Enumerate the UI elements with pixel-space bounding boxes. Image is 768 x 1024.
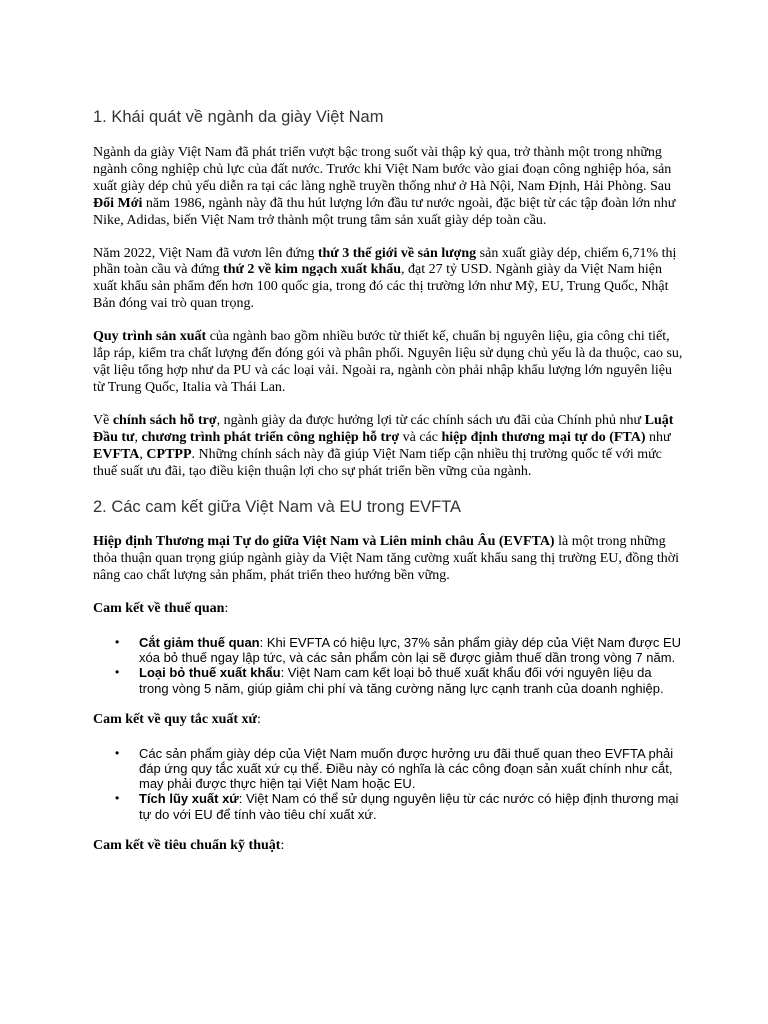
section-2-heading: 2. Các cam kết giữa Việt Nam và EU trong EVFTA: [93, 498, 462, 517]
tariff-commitment-heading: Cam kết về thuế quan:: [93, 601, 229, 617]
list-item: • Tích lũy xuất xứ: Việt Nam có thể sử dụng nguyên liệu từ các nước có hiệp định thương mại tự do với EU để tính vào tiêu chí xuất xứ.: [115, 791, 679, 822]
section-1-paragraph-3: Quy trình sản xuất của ngành bao gồm nhiều bước từ thiết kế, chuẩn bị nguyên liệu, gia công chi tiết, lắp ráp, kiểm tra chất lượng đến đóng gói và phân phối. Nguyên liệu sử dụng chủ yếu là da thuộc, cao su, vật liệu tổng hợp như da PU và các loại vải. Ngoài ra, ngành còn phải nhập khẩu lượng lớn nguyên liệu từ Trung Quốc, Italia và Thái Lan.: [93, 329, 683, 395]
bullet-icon: •: [115, 791, 120, 806]
origin-commitment-heading: Cam kết về quy tắc xuất xứ:: [93, 711, 261, 727]
section-2-paragraph-1: Hiệp định Thương mại Tự do giữa Việt Nam và Liên minh châu Âu (EVFTA) là một trong những thỏa thuận quan trọng giúp ngành giày da Việt Nam tăng cường xuất khẩu sang thị trường EU, đồng thời nâng cao chất lượng sản phẩm, phát triển theo hướng bền vững.: [93, 534, 680, 584]
section-1-paragraph-2: Năm 2022, Việt Nam đã vươn lên đứng thứ 3 thế giới về sản lượng sản xuất giày dép, chiếm 6,71% thị phần toàn cầu và đứng thứ 2 về kim ngạch xuất khẩu, đạt 27 tỷ USD. Ngành giày da Việt Nam hiện xuất khẩu sản phẩm đến hơn 100 quốc gia, trong đó các thị trường lớn như Mỹ, EU, Trung Quốc, Nhật Bản đóng vai trò quan trọng.: [93, 245, 677, 312]
list-item: • Cắt giảm thuế quan: Khi EVFTA có hiệu lực, 37% sản phẩm giày dép của Việt Nam được EU xóa bỏ thuế ngay lập tức, và các sản phẩm còn lại sẽ được giảm thuế dần trong vòng 7 năm.: [115, 635, 682, 666]
section-1-heading: 1. Khái quát về ngành da giày Việt Nam: [93, 108, 384, 126]
list-item: • Loại bỏ thuế xuất khẩu: Việt Nam cam kết loại bỏ thuế xuất khẩu đối với nguyên liệu da trong vòng 5 năm, giúp giảm chi phí và tăng cường năng lực cạnh tranh của doanh nghiệp.: [115, 665, 664, 696]
origin-list: [93, 746, 683, 822]
bullet-icon: •: [115, 745, 120, 760]
bullet-icon: •: [115, 635, 120, 650]
list-item: • Các sản phẩm giày dép của Việt Nam muốn được hưởng ưu đãi thuế quan theo EVFTA phải đáp ứng quy tắc xuất xứ cụ thể. Điều này có nghĩa là các công đoạn sản xuất chính như cắt, may phải được thực hiện tại Việt Nam hoặc EU.: [115, 745, 674, 792]
tariff-list: [93, 635, 683, 696]
bullet-icon: •: [115, 665, 120, 680]
document-page: [93, 106, 683, 872]
section-1-paragraph-1: Ngành da giày Việt Nam đã phát triển vượt bậc trong suốt vài thập kỷ qua, trở thành một trong những ngành công nghiệp chủ lực của đất nước. Trước khi Việt Nam bước vào giai đoạn công nghiệp hóa, sản xuất giày dép chủ yếu diễn ra tại các làng nghề truyền thống như ở Hà Nội, Nam Định, Hải Phòng. Sau Đổi Mới năm 1986, ngành này đã thu hút lượng lớn đầu tư nước ngoài, đặc biệt từ các tập đoàn lớn như Nike, Adidas, biến Việt Nam trở thành một trung tâm sản xuất giày dép toàn cầu.: [93, 145, 676, 228]
technical-standards-heading: Cam kết về tiêu chuẩn kỹ thuật:: [93, 837, 285, 853]
section-1-paragraph-4: Về chính sách hỗ trợ, ngành giày da được hưởng lợi từ các chính sách ưu đãi của Chính phủ như Luật Đầu tư, chương trình phát triển công nghiệp hỗ trợ và các hiệp định thương mại tự do (FTA) như EVFTA, CPTPP. Những chính sách này đã giúp Việt Nam tiếp cận nhiều thị trường quốc tế với mức thuế suất ưu đãi, tạo điều kiện thuận lợi cho sự phát triển bền vững của ngành.: [93, 412, 674, 479]
